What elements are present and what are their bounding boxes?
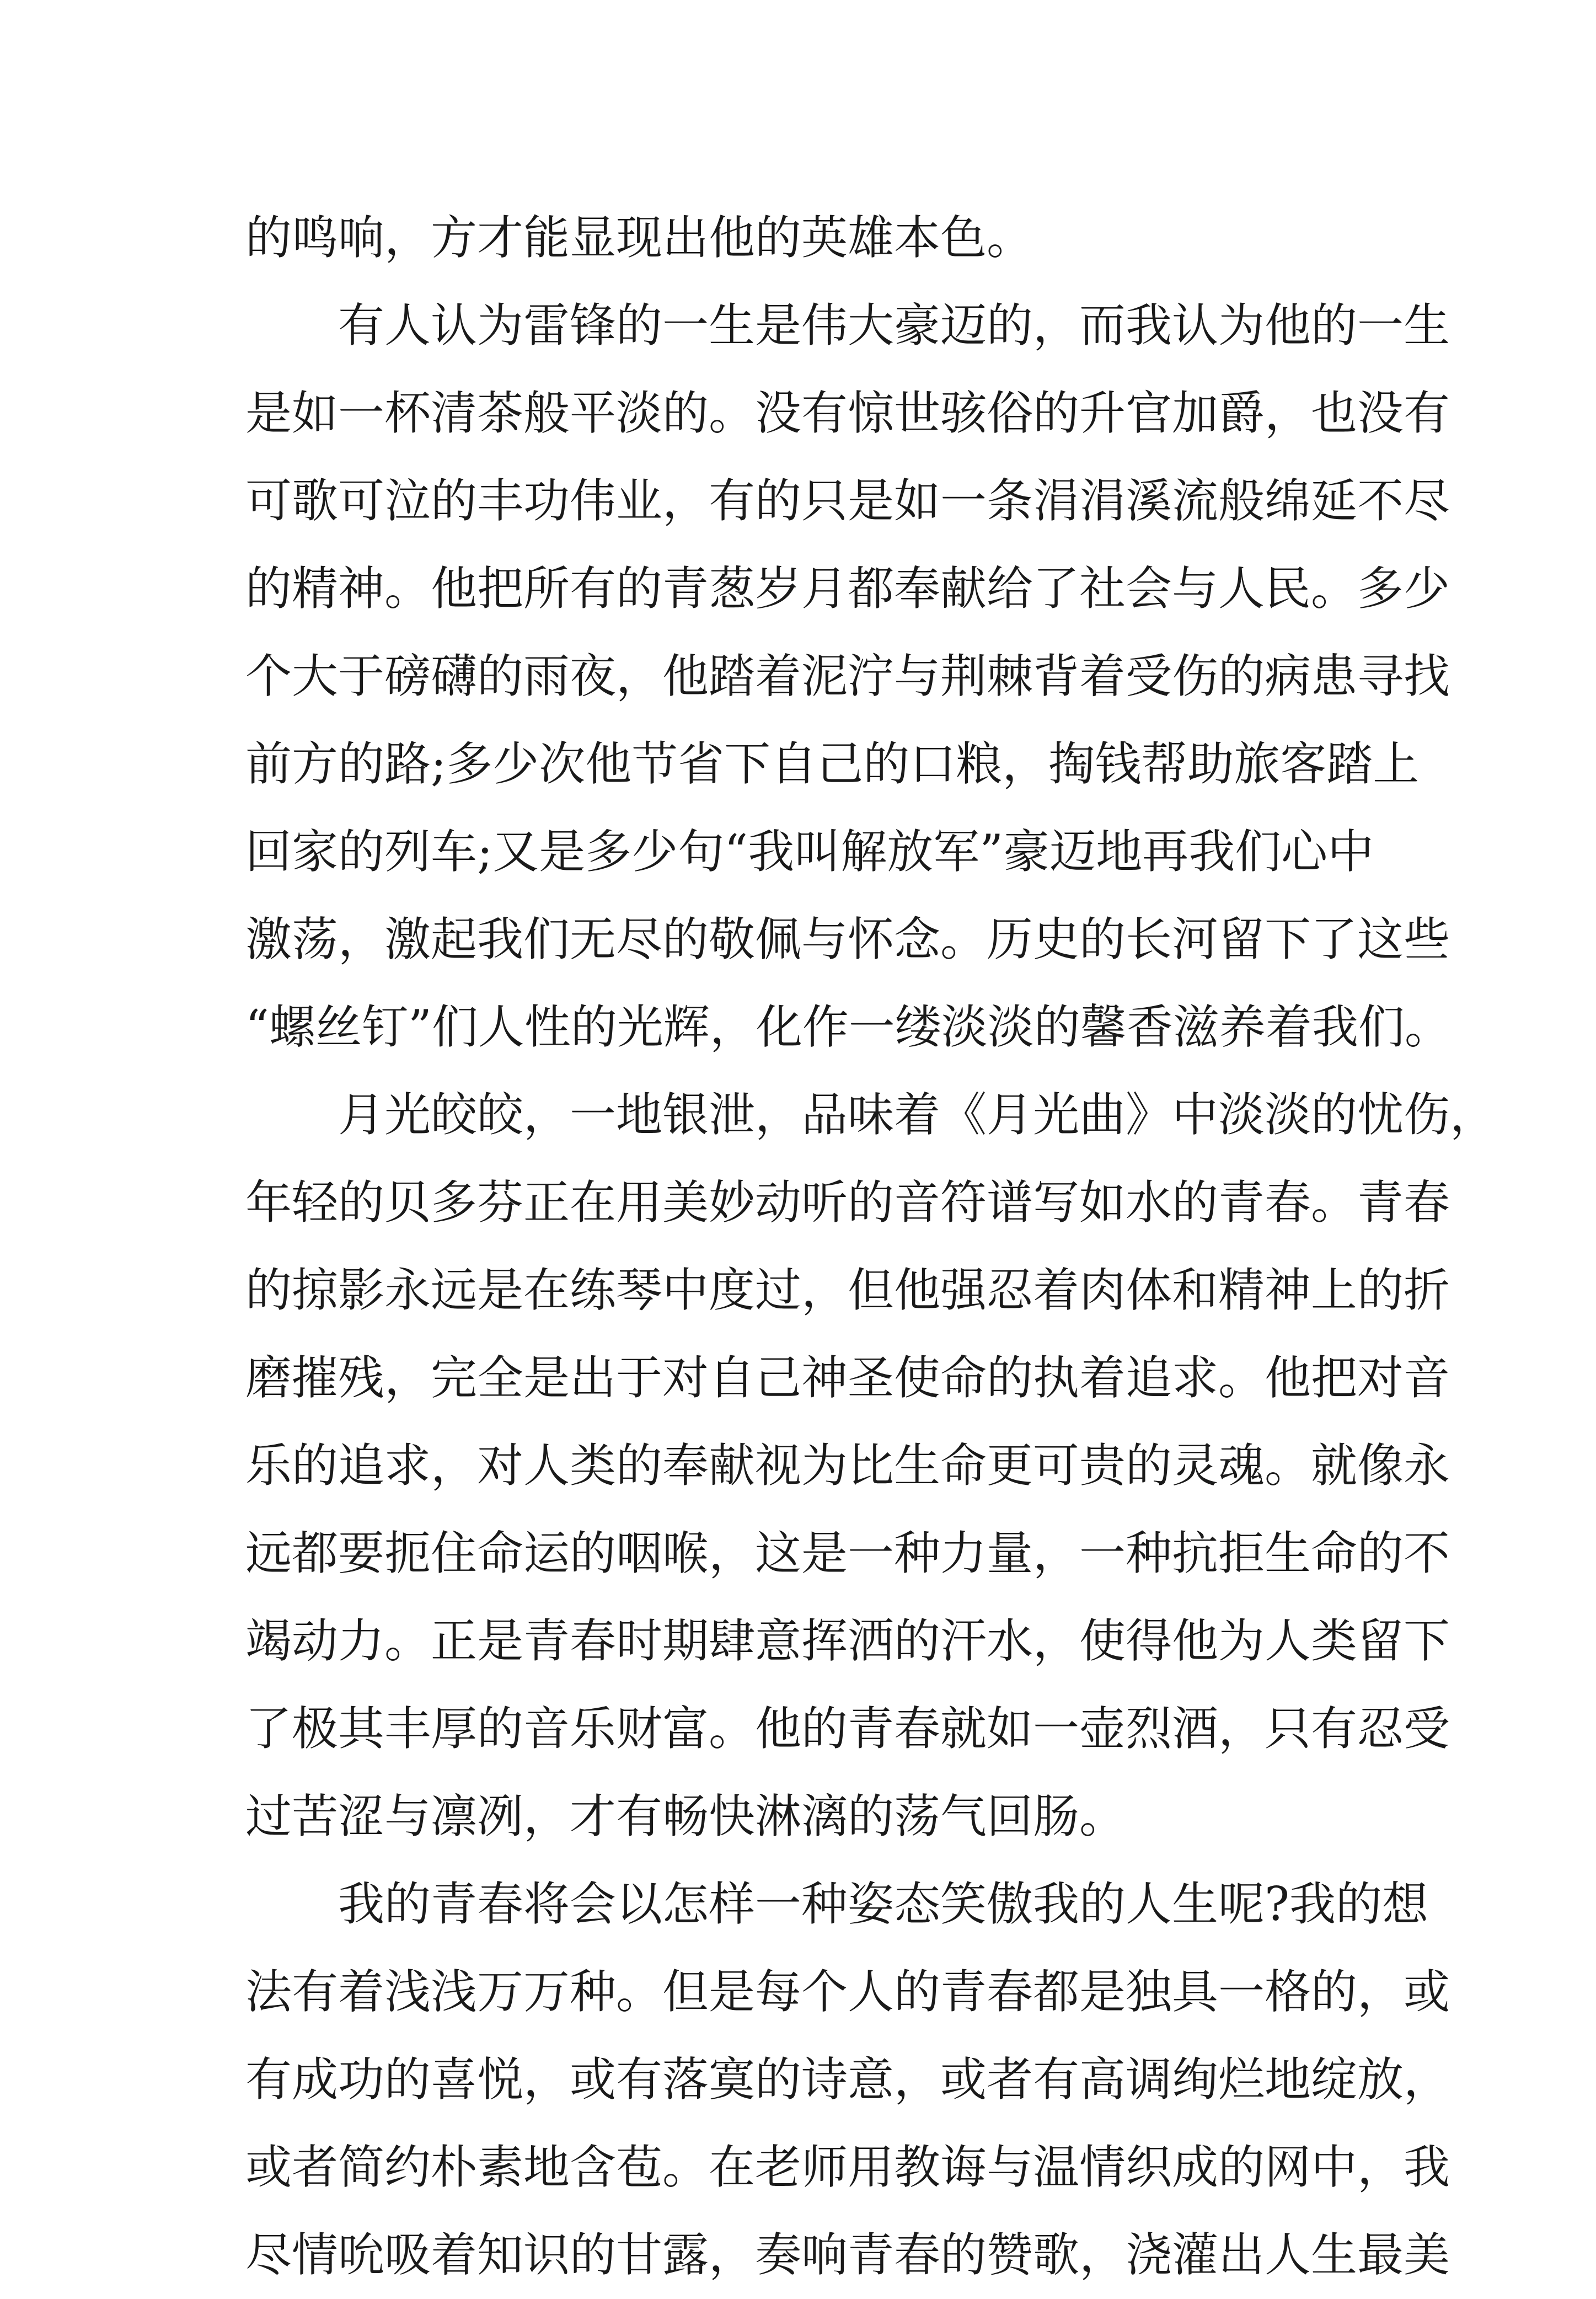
text-line: 前方的路;多少次他节省下自己的口粮，掏钱帮助旅客踏上: [245, 737, 1420, 791]
paragraph: [245, 194, 1359, 282]
text-line: 乐的追求，对人类的奉献视为比生命更可贵的灵魂。就像永: [245, 1439, 1450, 1493]
text-line: 了极其丰厚的音乐财富。他的青春就如一壶烈酒，只有忍受: [245, 1702, 1450, 1756]
paragraph: [245, 1071, 1497, 1860]
text-line: 竭动力。正是青春时期肆意挥洒的汗水，使得他为人类留下: [245, 1614, 1450, 1668]
text-line: 的掠影永远是在练琴中度过，但他强忍着肉体和精神上的折: [245, 1263, 1450, 1317]
text-line: 月光皎皎，一地银泄，品味着《月光曲》中淡淡的忧伤，: [338, 1088, 1497, 1142]
paragraph: [245, 282, 1451, 1071]
paragraph: [245, 1860, 1450, 2299]
text-line: 尽情吮吸着知识的甘露，奏响青春的赞歌，浇灌出人生最美: [245, 2228, 1450, 2282]
text-line: 个大于磅礴的雨夜，他踏着泥泞与荆棘背着受伤的病患寻找: [245, 649, 1450, 703]
text-line: 有人认为雷锋的一生是伟大豪迈的，而我认为他的一生: [338, 298, 1450, 352]
text-line: 的鸣响，方才能显现出他的英雄本色。: [245, 211, 1033, 265]
text-line: 法有着浅浅万万种。但是每个人的青春都是独具一格的，或: [245, 1965, 1450, 2019]
text-line: 回家的列车;又是多少句“我叫解放军”豪迈地再我们心中: [245, 825, 1374, 879]
text-line: 年轻的贝多芬正在用美妙动听的音符谱写如水的青春。青春: [245, 1175, 1450, 1229]
text-line: 的精神。他把所有的青葱岁月都奉献给了社会与人民。多少: [245, 562, 1450, 616]
text-line: 磨摧残，完全是出于对自己神圣使命的执着追求。他把对音: [245, 1351, 1450, 1405]
text-line: 或者简约朴素地含苞。在老师用教诲与温情织成的网中，我: [245, 2140, 1450, 2194]
text-line: 我的青春将会以怎样一种姿态笑傲我的人生呢?我的想: [338, 1877, 1429, 1931]
text-line: 激荡，激起我们无尽的敬佩与怀念。历史的长河留下了这些: [245, 912, 1450, 966]
text-line: 过苦涩与凛冽，才有畅快淋漓的荡气回肠。: [245, 1789, 1126, 1843]
text-line: “螺丝钉”们人性的光辉，化作一缕淡淡的馨香滋养着我们。: [245, 1000, 1451, 1054]
text-line: 远都要扼住命运的咽喉，这是一种力量，一种抗拒生命的不: [245, 1526, 1450, 1580]
text-line: 可歌可泣的丰功伟业，有的只是如一条涓涓溪流般绵延不尽: [245, 474, 1450, 528]
body-text: [245, 194, 1497, 2299]
text-line: 是如一杯清茶般平淡的。没有惊世骇俗的升官加爵，也没有: [245, 386, 1450, 440]
text-line: 有成功的喜悦，或有落寞的诗意，或者有高调绚烂地绽放，: [245, 2052, 1450, 2106]
